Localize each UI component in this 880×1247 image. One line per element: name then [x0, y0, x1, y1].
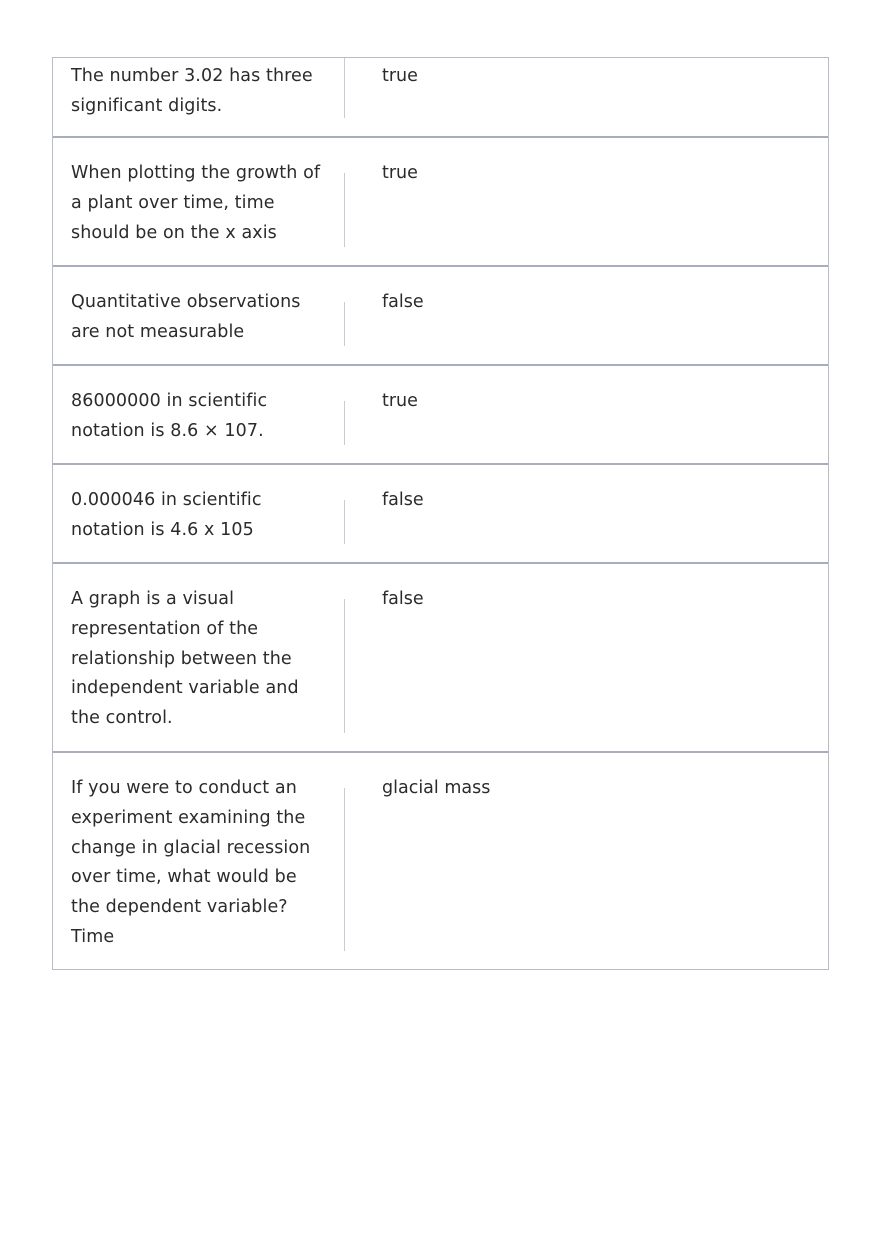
flashcard-row [53, 562, 828, 751]
flashcard-row [53, 364, 828, 463]
flashcard-row [53, 463, 828, 562]
card-definition: true [382, 163, 418, 183]
card-term: A graph is a visual representation of the relationship between the independent variable and the control. [71, 589, 299, 729]
card-term: When plotting the growth of a plant over time, time should be on the x axis [71, 163, 321, 243]
card-definition: glacial mass [382, 778, 491, 798]
card-term: If you were to conduct an experiment examining the change in glacial recession over time, what would be the dependent variable? Time [71, 778, 311, 947]
card-term: 86000000 in scientific notation is 8.6 × 107. [71, 391, 268, 441]
flashcard-row [53, 751, 828, 969]
card-term: The number 3.02 has three significant digits. [71, 66, 313, 116]
card-definition: true [382, 66, 418, 86]
flashcard-table [52, 57, 829, 970]
card-definition: false [382, 490, 424, 510]
flashcard-row [53, 136, 828, 265]
flashcard-row [53, 57, 828, 136]
card-definition: false [382, 589, 424, 609]
card-term: Quantitative observations are not measurable [71, 292, 301, 342]
flashcard-row [53, 265, 828, 364]
card-term: 0.000046 in scientific notation is 4.6 x 105 [71, 490, 262, 540]
card-definition: false [382, 292, 424, 312]
card-definition: true [382, 391, 418, 411]
